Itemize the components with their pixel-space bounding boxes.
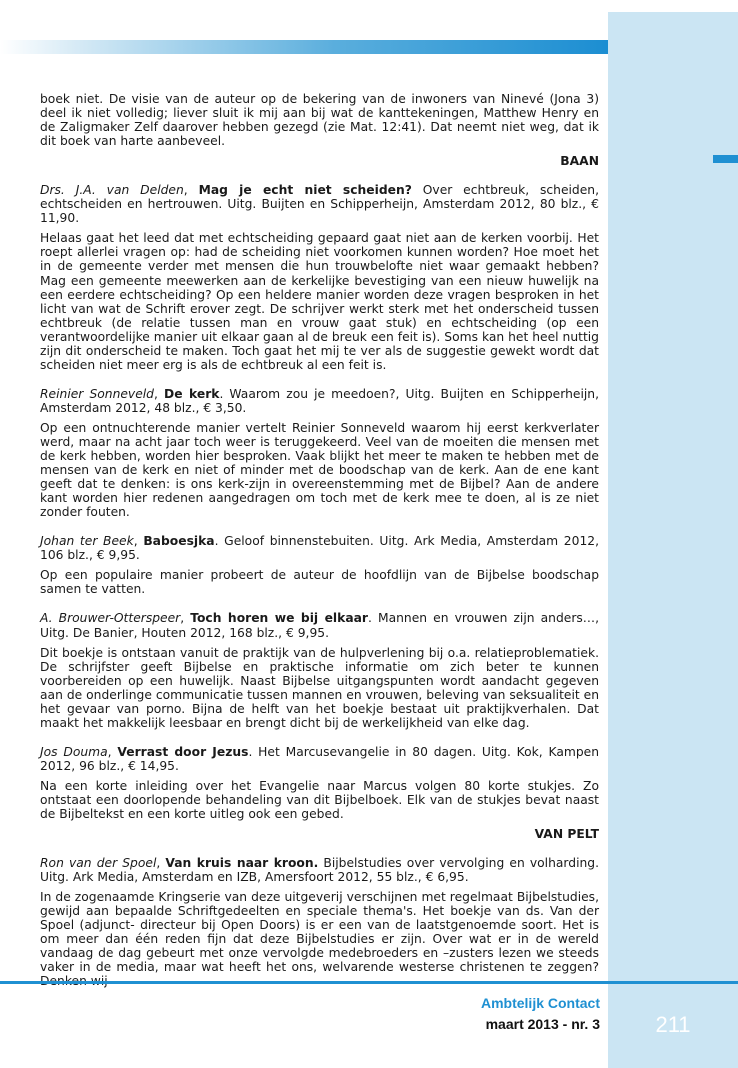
review-body: Op een ontnuchterende manier vertelt Reinier Sonneveld waarom hij eerst kerkverlater werd, maar na acht jaar toch weer is teruggekeerd. Veel van de moeiten die mensen met de kerk hebben, worden hier besproken. Vaak blijkt het meer te maken te hebben met de mensen van de kerk en niet of minder met de boodschap van de kerk. Aan de ene kant geeft dat te denken: is ons kerk-zijn in overeenstemming met de Bijbel? Aan de andere kant worden hier redenen aangedragen om toch met de kerk mee te doen, al is ze niet zonder fouten. bbox=[40, 420, 599, 520]
book-author: A. Brouwer-Otterspeer bbox=[40, 611, 181, 626]
side-marker-tab bbox=[713, 155, 738, 163]
book-author: Drs. J.A. van Delden bbox=[40, 183, 184, 198]
review-entry-douma bbox=[40, 745, 599, 841]
book-title: Verrast door Jezus bbox=[117, 744, 249, 759]
book-details: . Het Marcusevangelie in 80 dagen. Uitg. Kok, Kampen 2012, 96 blz., € 14,95. bbox=[40, 744, 600, 773]
review-entry-terbeek bbox=[40, 534, 599, 596]
review-entry-brouwer bbox=[40, 611, 599, 729]
book-details: . Geloof binnenstebuiten. Uitg. Ark Media, Amsterdam 2012, 106 blz., € 9,95. bbox=[40, 534, 599, 563]
reviewer-signature-vanpelt: VAN PELT bbox=[534, 827, 599, 842]
reviewer-signature-baan: BAAN bbox=[560, 154, 599, 169]
review-entry-spoel bbox=[40, 856, 599, 988]
header-gradient-bar bbox=[0, 40, 608, 54]
review-body: Helaas gaat het leed dat met echtscheiding gepaard gaat niet aan de kerken voorbij. Het roept allerlei vragen op: had de scheiding niet voorkomen kunnen worden? Hoe moet het in de gemeente verder met mensen die hun trouwbelofte niet waar gemaakt hebben? Mag een gemeente meewerken aan de kerkelijke bevestiging van een nieuw huwelijk na een eerdere echtscheiding? Op een heldere manier worden deze vragen besproken in het licht van wat de Schrift erover zegt. De schrijver werkt sterk met het onderscheid tussen echtbreuk (de relatie tussen man en vrouw gaat stuk) en echtscheiding (op een verantwoordelijke manier uit elkaar gaan al de breuk een feit is). Soms kan het heel nuttig zijn dit onderscheid te maken. Toch gaat het mij te ver als de suggestie gewekt wordt dat scheiden niet meer erg is als de echtbreuk al een feit is. bbox=[40, 231, 599, 372]
review-body: Na een korte inleiding over het Evangelie naar Marcus volgen 80 korte stukjes. Zo ontstaat een doorlopende behandeling van dit Bijbelboek. Elk van de stukjes bevat naast de Bijbeltekst en een korte uitleg ook een gebed. bbox=[40, 778, 599, 822]
review-body: Op een populaire manier probeert de auteur de hoofdlijn van de Bijbelse boodschap samen te vatten. bbox=[40, 568, 599, 597]
book-author: Jos Douma bbox=[40, 744, 108, 759]
book-details: Bijbelstudies over vervolging en volharding. Uitg. Ark Media, Amsterdam en IZB, Amersfoort 2012, 55 blz., € 6,95. bbox=[40, 856, 599, 885]
issue-label: maart 2013 - nr. 3 bbox=[485, 1016, 600, 1032]
footer-divider bbox=[0, 981, 738, 984]
review-body: In de zogenaamde Kringserie van deze uitgeverij verschijnen met regelmaat Bijbelstudies, gewijd aan bepaalde Schriftgedeelten en speciale thema's. Het boekje van ds. Van der Spoel (adjunct- directeur bij Open Doors) is er een van de laatstgenoemde soort. Het is om meer dan één reden fijn dat deze Bijbelstudies er zijn. Over wat er in de wereld vandaag de dag gebeurt met onze vervolgde medebroeders en –zusters lezen we steeds vaker in de media, maar wat heeft het ons, welvarende westerse christenen te zeggen? bbox=[40, 890, 599, 975]
book-details: . Waarom zou je meedoen?, Uitg. Buijten en Schipperheijn, Amsterdam 2012, 48 blz., € 3,50. bbox=[40, 386, 599, 415]
magazine-title: Ambtelijk Contact bbox=[480, 995, 600, 1011]
intro-paragraph: boek niet. De visie van de auteur op de bekering van de inwoners van Ninevé (Jona 3) deel ik niet volledig; liever sluit ik mij aan bij wat de kanttekeningen, Matthew Henry en de Zaligmaker Zelf daarover hebben gezegd (zie Mat. 12:41). Dat neemt niet weg, dat ik dit boek van harte aanbeveel. bbox=[40, 92, 599, 149]
book-details: Over echtbreuk, scheiden, echtscheiden en hertrouwen. Uitg. Buijten en Schipperheijn, Amsterdam 2012, 80 blz., € 11,90. bbox=[40, 183, 599, 226]
book-citation: Johan ter Beek, Baboesjka. Geloof binnenstebuiten. Uitg. Ark Media, Amsterdam 2012, 106 blz., € 9,95. bbox=[40, 534, 599, 563]
review-body: Dit boekje is ontstaan vanuit de praktijk van de hulpverlening bij o.a. relatieproblematiek. De schrijfster geeft Bijbelse en praktische informatie om zich beter te kunnen voorbereiden op een huwelijk. Naast Bijbelse uitgangspunten wordt aandacht gegeven aan de onderlinge communicatie tussen mannen en vrouwen, beleving van seksualiteit en het gevaar van porno. Bijna de helft van het boekje bestaat uit praktijkverhalen. Dat maakt het makkelijk leesbaar en brengt dicht bij de werkelijkheid van elke dag. bbox=[40, 645, 599, 730]
book-title: Mag je echt niet scheiden? bbox=[198, 183, 412, 198]
review-entry-delden bbox=[40, 183, 599, 372]
book-citation: Ron van der Spoel, Van kruis naar kroon. Bijbelstudies over vervolging en volharding. Uitg. Ark Media, Amsterdam en IZB, Amersfoort 2012, 55 blz., € 6,95. bbox=[40, 856, 599, 885]
book-citation: A. Brouwer-Otterspeer, Toch horen we bij elkaar. Mannen en vrouwen zijn anders…, Uitg. De Banier, Houten 2012, 168 blz., € 9,95. bbox=[40, 611, 599, 640]
book-citation: Drs. J.A. van Delden, Mag je echt niet scheiden? Over echtbreuk, scheiden, echtscheiden en hertrouwen. Uitg. Buijten en Schipperheijn, Amsterdam 2012, 80 blz., € 11,90. bbox=[40, 183, 599, 226]
book-author: Ron van der Spoel bbox=[40, 856, 157, 871]
book-citation: Jos Douma, Verrast door Jezus. Het Marcusevangelie in 80 dagen. Uitg. Kok, Kampen 2012, 96 blz., € 14,95. bbox=[40, 744, 600, 773]
book-title: Toch horen we bij elkaar bbox=[190, 611, 368, 626]
book-author: Johan ter Beek bbox=[40, 534, 134, 549]
page-number: 211 bbox=[655, 1012, 691, 1037]
book-details: . Mannen en vrouwen zijn anders…, Uitg. De Banier, Houten 2012, 168 blz., € 9,95. bbox=[40, 611, 599, 640]
book-title: Baboesjka bbox=[143, 534, 215, 549]
review-entry-sonneveld bbox=[40, 387, 599, 519]
book-citation: Reinier Sonneveld, De kerk. Waarom zou je meedoen?, Uitg. Buijten en Schipperheijn, Amsterdam 2012, 48 blz., € 3,50. bbox=[40, 386, 599, 415]
book-title: Van kruis naar kroon. bbox=[165, 856, 319, 871]
review-column bbox=[40, 92, 599, 989]
book-title: De kerk bbox=[164, 386, 220, 401]
page-side-panel bbox=[608, 12, 738, 1068]
book-author: Reinier Sonneveld bbox=[40, 386, 154, 401]
